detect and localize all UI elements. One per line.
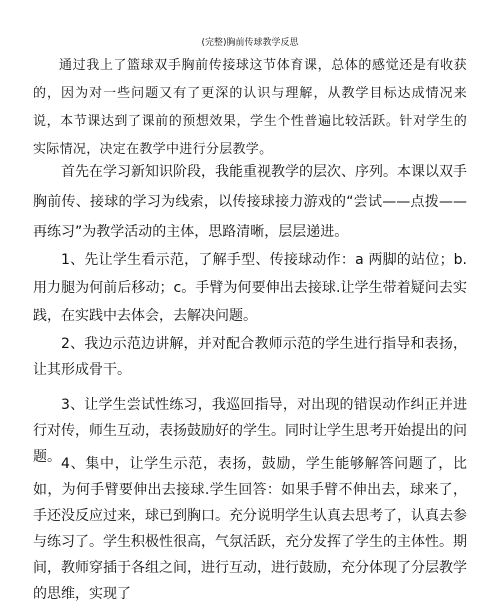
paragraph-6: 4、集中，让学生示范，表扬，鼓励，学生能够解答问题了，比如，为何手臂要伸出去接球.学生回答：如果手臂不伸出去，球来了，手还没反应过来，球已到胸口。充分说明学生认真去思考了，认真去参与练习了。学生积极性很高，气氛活跃，充分发挥了学生的主体性。期间，教师穿插于各组之间，进行互动，进行鼓励，充分体现了分层教学的思维，实现了 [33,456,467,602]
paragraph-3: 1、先让学生看示范，了解手型、传接球动作：a 两脚的站位；b.用力腿为何前后移动；c。手臂为何要伸出去接球.让学生带着疑问去实践，在实践中去体会，去解决问题。 [33,252,467,324]
paragraph-5: 3、让学生尝试性练习，我巡回指导，对出现的错误动作纠正并进行对传，师生互动，表扬鼓励好的学生。同时让学生思考开始提出的问题。 [33,397,467,465]
paragraph-4: 2、我边示范边讲解，并对配合教师示范的学生进行指导和表扬，让其形成骨干。 [33,336,467,378]
document-header: (完整)胸前传球教学反思 [201,38,299,48]
paragraph-2: 首先在学习新知识阶段，我能重视教学的层次、序列。本课以双手胸前传、接球的学习为线索，以传接球接力游戏的“尝试——点拨——再练习”为教学活动的主体，思路清晰，层层递进。 [33,164,467,240]
paragraph-1: 通过我上了篮球双手胸前传接球这节体育课，总体的感觉还是有收获的，因为对一些问题又有了更深的认识与理解，从教学目标达成情况来说，本节课达到了课前的预想效果，学生个性普遍比较活跃。针对学生的实际情况，决定在教学中进行分层教学。 [33,58,467,157]
